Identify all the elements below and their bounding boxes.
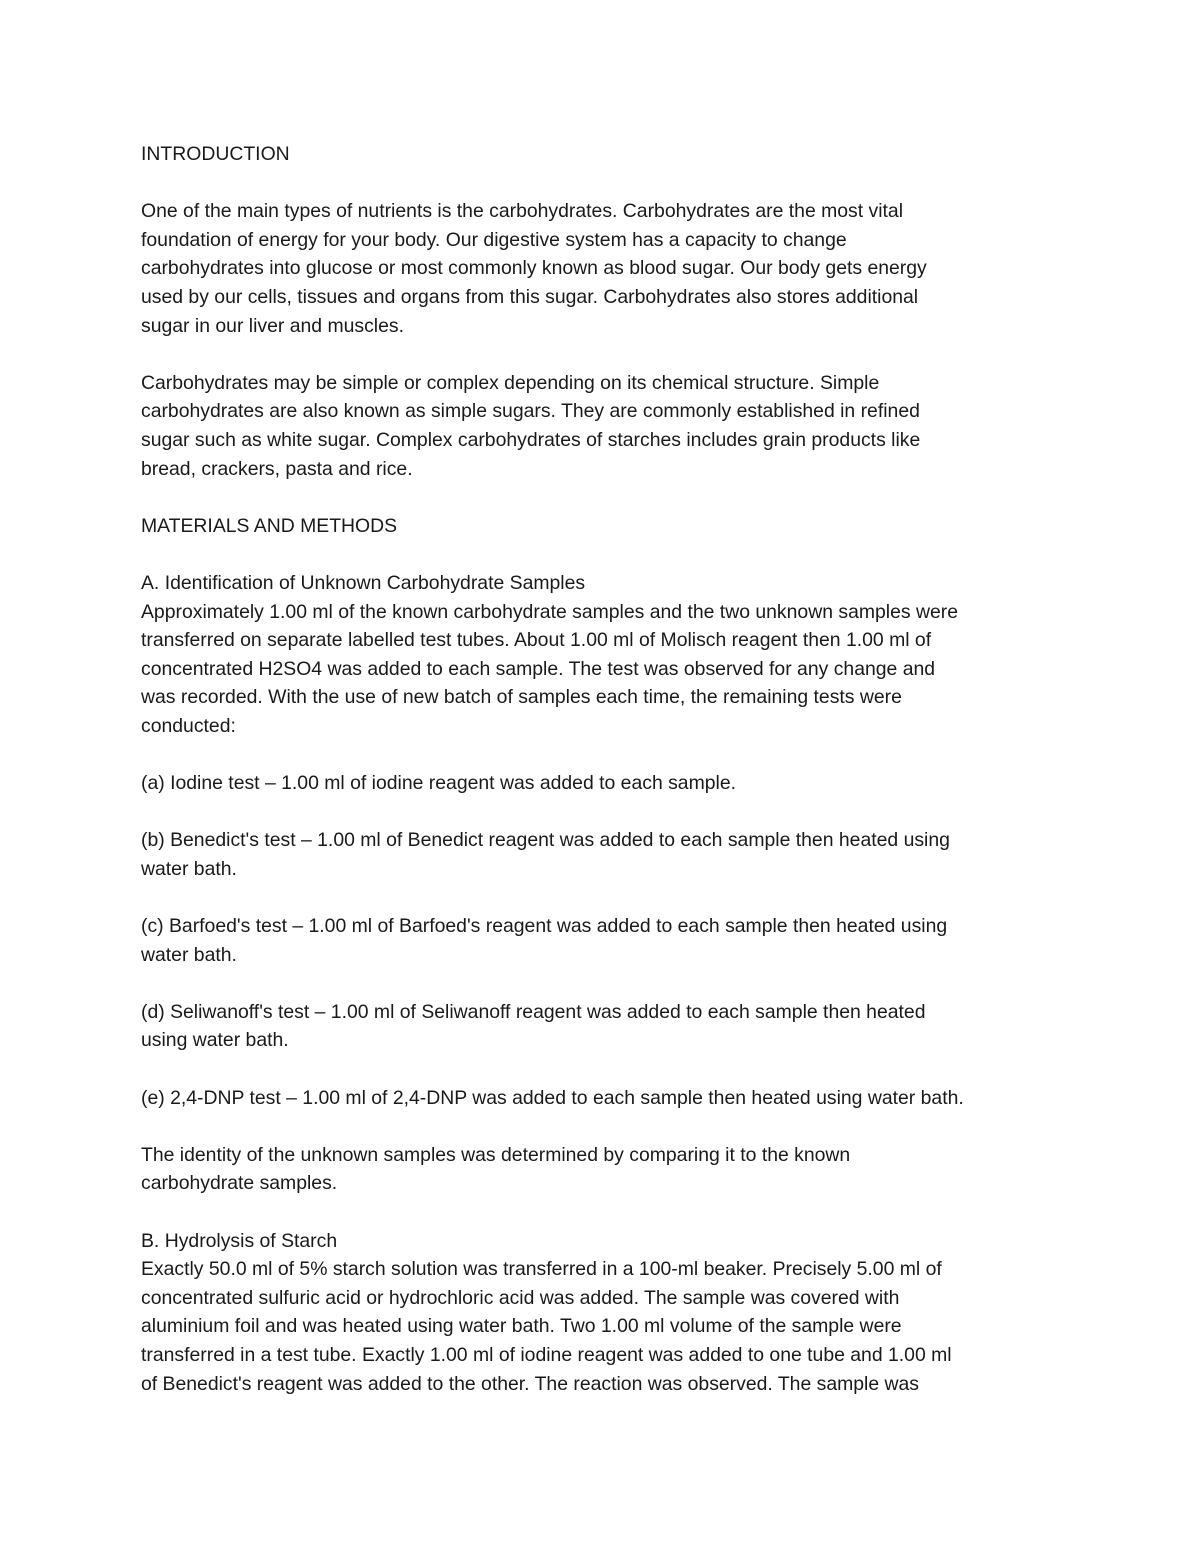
seliwanoffs-test-item: (d) Seliwanoff's test – 1.00 ml of Seliwanoff reagent was added to each sample then heated using water bath. [141,1000,926,1052]
introduction-heading: INTRODUCTION [141,143,290,165]
identity-paragraph: The identity of the unknown samples was determined by comparing it to the known carbohydrate samples. [141,1143,851,1195]
section-a-paragraph: Approximately 1.00 ml of the known carbohydrate samples and the two unknown samples were transferred on separate labelled test tubes. About 1.00 ml of Molisch reagent then 1.00 ml of concentrated H2SO4 was added to each sample. The test was observed for any change and was recorded. With the use of new batch of samples each time, the remaining tests were conducted: [141,600,958,737]
benedicts-test-item: (b) Benedict's test – 1.00 ml of Benedict reagent was added to each sample then heated using water bath. [141,829,950,880]
dnp-test-item: (e) 2,4-DNP test – 1.00 ml of 2,4-DNP was added to each sample then heated using water bath. [141,1086,964,1109]
barfoeds-test-item: (c) Barfoed's test – 1.00 ml of Barfoed's reagent was added to each sample then heated using water bath. [141,915,948,966]
materials-methods-heading: MATERIALS AND METHODS [141,514,398,537]
section-b-paragraph: Exactly 50.0 ml of 5% starch solution was transferred in a 100-ml beaker. Precisely 5.00 ml of concentrated sulfuric acid or hydrochloric acid was added. The sample was covered with aluminium foil and was heated using water bath. Two 1.00 ml volume of the sample were transferred in a test tube. Exactly 1.00 ml of iodine reagent was added to one tube and 1.00 ml of Benedict's reagent was added to the other. The reaction was observed. The sample was [141,1258,952,1395]
iodine-test-item: (a) Iodine test – 1.00 ml of iodine reagent was added to each sample. [141,772,737,795]
section-b-heading: B. Hydrolysis of Starch [141,1229,338,1252]
section-a-heading: A. Identification of Unknown Carbohydrate Samples [141,571,586,594]
introduction-paragraph-1: One of the main types of nutrients is the carbohydrates. Carbohydrates are the most vital foundation of energy for your body. Our digestive system has a capacity to change carbohydrates into glucose or most commonly known as blood sugar. Our body gets energy used by our cells, tissues and organs from this sugar. Carbohydrates also stores additional sugar in our liver and muscles. [141,200,927,337]
introduction-paragraph-2: Carbohydrates may be simple or complex depending on its chemical structure. Simple carbohydrates are also known as simple sugars. They are commonly established in refined sugar such as white sugar. Complex carbohydrates of starches includes grain products like bread, crackers, pasta and rice. [141,371,921,480]
document-body [141,140,1071,1398]
